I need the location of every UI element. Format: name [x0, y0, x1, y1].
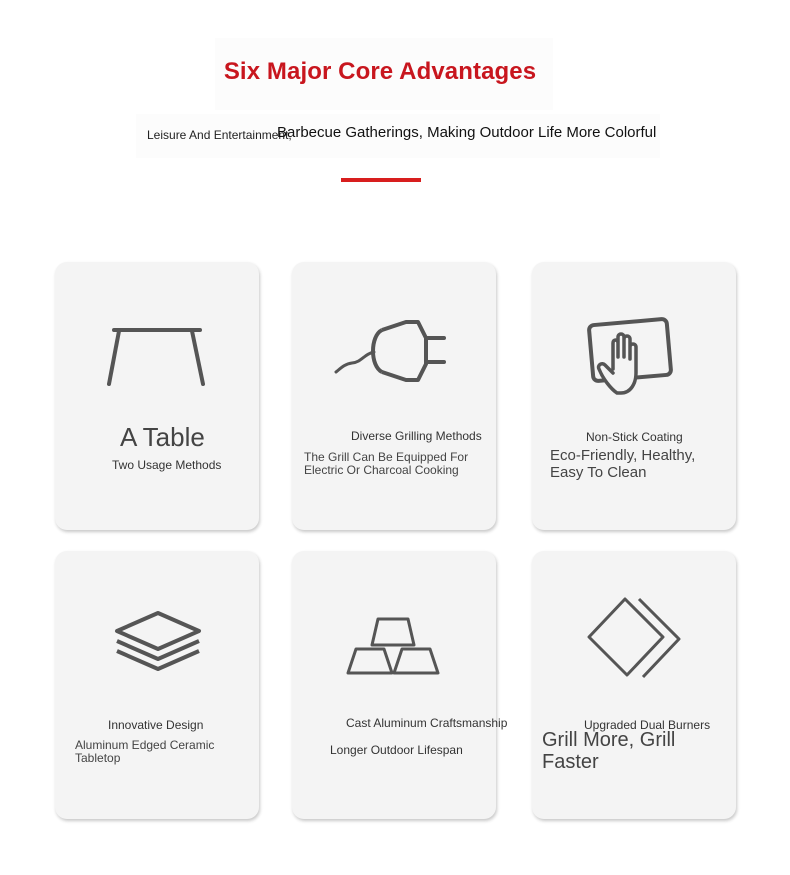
title-divider — [341, 178, 421, 182]
feature-card-aluminum — [292, 551, 508, 819]
subtitle-right: Barbecue Gatherings, Making Outdoor Life More Colorful — [277, 124, 657, 141]
feature-heading: Cast Aluminum Craftsmanship — [346, 716, 508, 730]
feature-caption: Longer Outdoor Lifespan — [330, 743, 463, 757]
table-icon — [105, 322, 209, 392]
feature-heading: A Table — [120, 422, 205, 452]
feature-card-burners — [532, 551, 736, 819]
feature-caption: The Grill Can Be Equipped For Electric Or Charcoal Cooking — [304, 450, 469, 477]
ingots-icon — [344, 613, 444, 679]
page-title: Six Major Core Advantages — [223, 58, 537, 85]
feature-caption: Aluminum Edged Ceramic Tabletop — [75, 738, 215, 765]
feature-caption: Two Usage Methods — [112, 458, 222, 472]
feature-caption: Grill More, Grill Faster — [542, 729, 676, 773]
feature-heading: Diverse Grilling Methods — [351, 429, 482, 443]
cleaning-hand-icon — [587, 317, 677, 401]
feature-card-table — [55, 262, 259, 530]
feature-card-grilling — [292, 262, 496, 530]
feature-heading: Non-Stick Coating — [586, 430, 683, 444]
feature-heading: Innovative Design — [108, 718, 204, 732]
feature-card-coating — [532, 262, 736, 530]
feature-card-design — [55, 551, 259, 819]
subtitle-left: Leisure And Entertainment, — [147, 128, 292, 142]
feature-heading: Upgraded Dual Burners — [584, 718, 711, 732]
layers-icon — [113, 607, 203, 677]
feature-caption: Eco-Friendly, Healthy, Easy To Clean — [550, 447, 696, 481]
dual-burner-icon — [587, 595, 683, 683]
plug-icon — [334, 314, 452, 390]
